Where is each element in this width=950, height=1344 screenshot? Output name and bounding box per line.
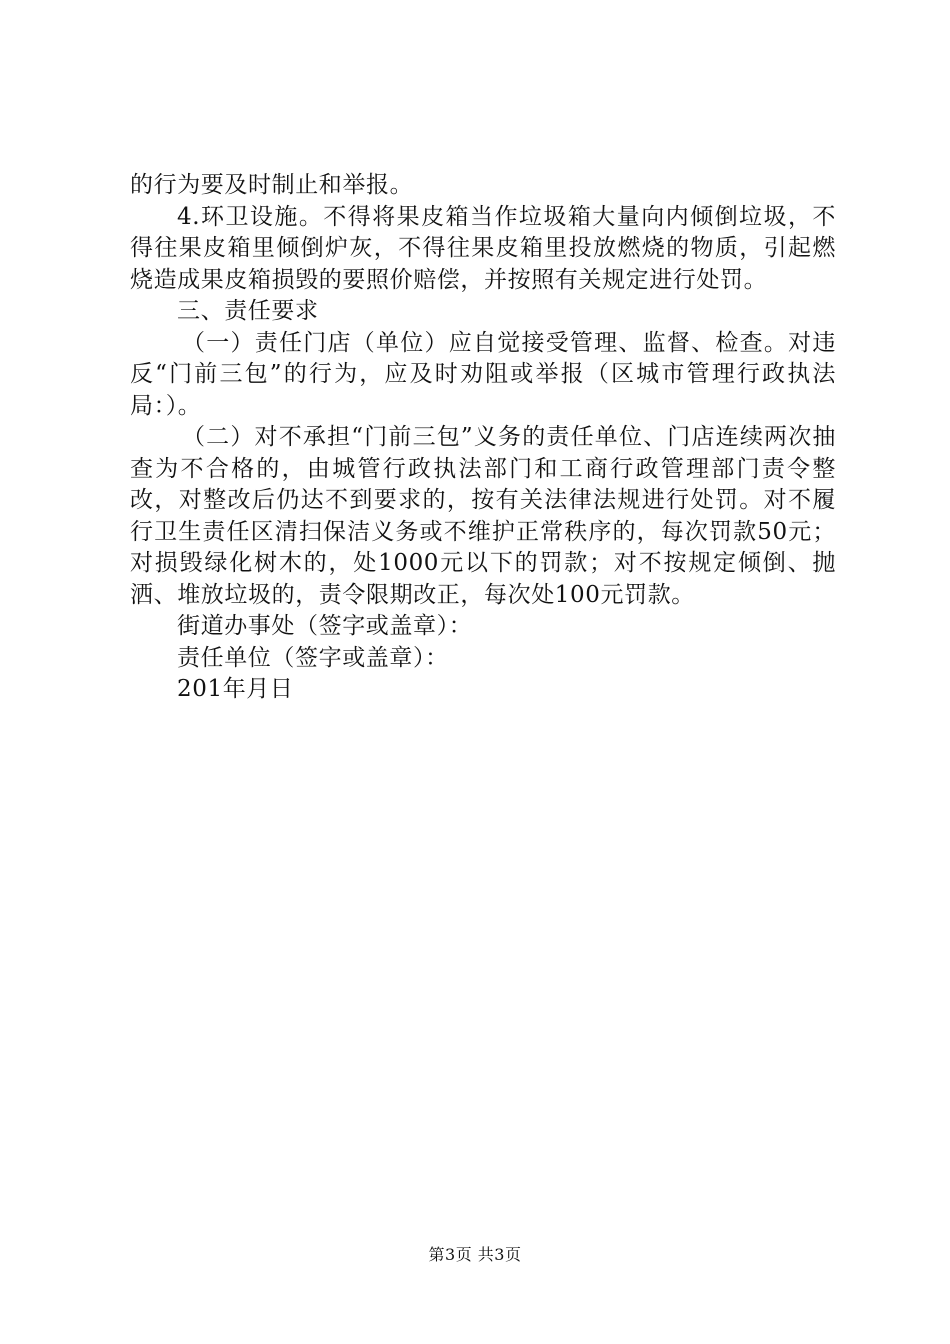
signature-responsible-unit: 责任单位（签字或盖章）：	[177, 644, 449, 671]
signature-date: 201年月日	[177, 676, 294, 702]
paragraph-clause-one: （一）责任门店（单位）应自觉接受管理、监督、检查。对违反“门前三包”的行为，应及时劝阻或举报（区城市管理行政执法局：）。	[130, 329, 836, 419]
paragraph-sanitation-facilities: 4.环卫设施。不得将果皮箱当作垃圾箱大量向内倾倒垃圾，不得往果皮箱里倾倒炉灰，不得往果皮箱里投放燃烧的物质，引起燃烧造成果皮箱损毁的要照价赔偿，并按照有关规定进行处罚。	[130, 203, 836, 293]
paragraph-continuation: 的行为要及时制止和举报。	[130, 172, 414, 198]
page-footer: 第3页 共3页	[428, 1245, 522, 1264]
section-heading-responsibility: 三、责任要求	[177, 298, 319, 324]
paragraph-clause-two: （二）对不承担“门前三包”义务的责任单位、门店连续两次抽查为不合格的，由城管行政执法部门和工商行政管理部门责令整改，对整改后仍达不到要求的，按有关法律法规进行处罚。对不履行卫生责任区清扫保洁义务或不维护正常秩序的，每次罚款50元；对损毁绿化树木的，处1000元以下的罚款；对不按规定倾倒、抛洒、堆放垃圾的，责令限期改正，每次处100元罚款。	[130, 424, 836, 608]
signature-street-office: 街道办事处（签字或盖章）：	[177, 613, 473, 639]
document-body	[130, 170, 836, 706]
